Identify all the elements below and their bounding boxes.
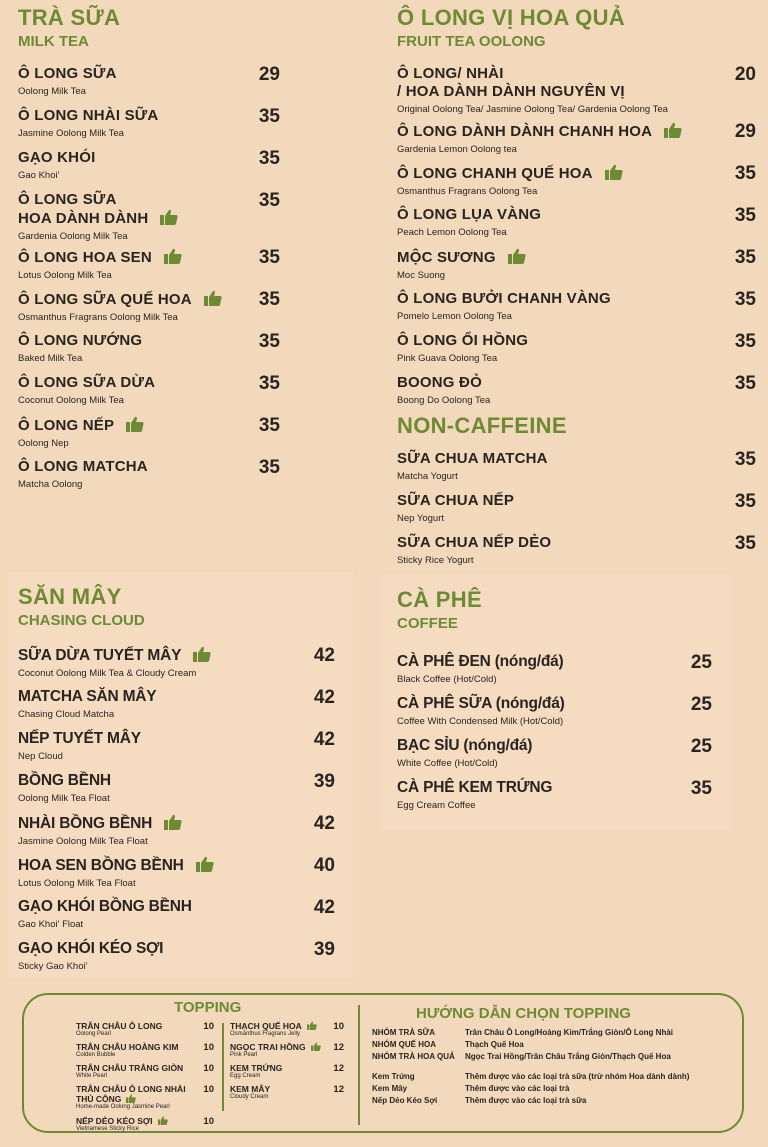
topping-name-text: NẾP DẺO KÉO SỢI [76,1116,153,1126]
item-price: 35 [258,415,280,436]
item-description: Matcha Yogurt [397,471,458,482]
topping-name [76,1021,214,1031]
item-name-text: SỮA CHUA NẾP DẺO [397,534,552,551]
divider [222,1023,224,1111]
thumbs-up-icon [126,416,144,432]
topping-price: 10 [203,1116,214,1127]
menu-item[interactable] [18,730,335,772]
item-price: 39 [313,939,335,960]
menu-item[interactable] [18,107,280,149]
item-description: Baked Milk Tea [18,353,83,364]
menu-item[interactable] [18,856,335,898]
guide-key: NHÓM TRÀ SỮA [372,1028,436,1037]
item-name [18,814,335,833]
item-description: Oolong Milk Tea Float [18,793,110,804]
topping-box [22,993,744,1133]
guide-row [372,1027,673,1039]
item-name-text: CÀ PHÊ ĐEN (nóng/đá) [397,653,564,670]
menu-list [18,65,280,500]
topping-name [230,1021,344,1031]
menu-item[interactable] [18,416,280,458]
guide-value: Thêm được vào các loại trà sữa [465,1096,587,1105]
topping-item[interactable] [76,1063,214,1084]
item-name-text: GẠO KHÓI KÉO SỢI [18,940,164,957]
section-title: CÀ PHÊ [397,587,482,612]
topping-name [76,1042,214,1052]
item-name-text: Ô LONG SỮA DỪA [18,374,156,391]
guide-row [372,1071,689,1083]
item-name [397,779,712,797]
menu-item[interactable] [18,772,335,814]
menu-item[interactable] [397,122,756,164]
menu-item[interactable] [18,248,280,290]
item-name [18,191,280,228]
menu-item[interactable] [18,814,335,856]
item-description: White Coffee (Hot/Cold) [397,758,498,769]
item-price: 35 [258,373,280,394]
item-name-text: Ô LONG LỤA VÀNG [397,206,542,223]
item-price: 39 [313,771,335,792]
topping-name [76,1116,214,1126]
item-description: Egg Cream Coffee [397,800,476,811]
thumbs-up-icon [164,248,182,264]
topping-item[interactable] [230,1042,344,1063]
guide-key: NHÓM QUẾ HOA [372,1040,436,1049]
item-description: Original Oolong Tea/ Jasmine Oolong Tea/ Gardenia Oolong Tea [397,104,668,115]
item-name [397,65,756,101]
menu-item[interactable] [397,248,756,290]
menu-item[interactable] [18,65,280,107]
item-name [18,416,280,435]
thumbs-up-icon [307,1021,317,1030]
item-price: 40 [313,855,335,876]
item-description: Oolong Nep [18,438,69,449]
topping-name-text: NGỌC TRAI HỒNG [230,1042,306,1052]
topping-description: Pink Pearl [230,1052,258,1058]
item-name [397,695,712,713]
item-price: 42 [313,729,335,750]
guide-key: Nếp Dẻo Kéo Sợi [372,1096,438,1105]
topping-price: 12 [333,1042,344,1053]
topping-name-text: TRÂN CHÂU Ô LONG NHÀI THỦ CÔNG [76,1084,186,1104]
topping-right-column [230,1021,344,1105]
topping-name [230,1063,344,1073]
topping-name-text: KEM TRỨNG [230,1063,283,1073]
topping-description: Home-made Oolong Jasmine Pearl [76,1104,170,1110]
item-description: Lotus Oolong Milk Tea Float [18,878,136,889]
topping-name-text: KEM MÂY [230,1084,271,1094]
item-name-text: Ô LONG BƯỞI CHANH VÀNG [397,290,611,307]
item-name-text: NẾP TUYẾT MÂY [18,730,141,747]
item-name [397,248,756,267]
guide-key: Kem Mây [372,1084,408,1093]
item-name [18,332,280,350]
item-name [397,737,712,755]
item-description: Sticky Rice Yogurt [397,555,474,566]
topping-description: Osmanthus Fragrans Jelly [230,1031,301,1037]
topping-item[interactable] [76,1021,214,1042]
item-name [397,534,756,552]
item-name-text: HOA SEN BỒNG BỀNH [18,857,184,874]
menu-item[interactable] [397,779,712,821]
item-price: 35 [690,778,712,799]
guide-value: Ngọc Trai Hồng/Trân Châu Trắng Giòn/Thạch Quế Hoa [465,1052,671,1061]
item-description: Gardenia Lemon Oolong tea [397,144,517,155]
item-name-text: SỮA CHUA NẾP [397,492,515,509]
item-price: 42 [313,687,335,708]
item-name-text: MỘC SƯƠNG [397,249,496,266]
item-name-text: Ô LONG SỮA [18,65,117,82]
item-name-text: BOONG ĐỎ [397,374,482,391]
item-name [18,248,280,267]
topping-left-column [76,1021,214,1137]
topping-description: Oolong Pearl [76,1031,112,1037]
item-name [18,898,335,916]
item-name-text: Ô LONG NƯỚNG [18,332,143,349]
menu-item[interactable] [397,492,756,534]
item-name [18,688,335,706]
item-name [397,492,756,510]
thumbs-up-icon [126,1094,136,1103]
topping-name-text: TRÂN CHÂU HOÀNG KIM [76,1042,179,1052]
menu-list [18,646,335,982]
thumbs-up-icon [196,856,214,872]
item-price: 25 [690,694,712,715]
item-name [18,458,280,476]
item-description: Coconut Oolong Milk Tea [18,395,124,406]
item-price: 35 [258,457,280,478]
item-description: Coconut Oolong Milk Tea & Cloudy Cream [18,668,197,679]
menu-item[interactable] [397,653,712,695]
menu-item[interactable] [18,898,335,940]
topping-description: Vietnamese Sticky Rice [76,1126,139,1132]
item-price: 35 [734,163,756,184]
item-name [18,646,335,665]
item-price: 35 [734,205,756,226]
section-subtitle: MILK TEA [18,33,89,50]
item-name [397,450,756,468]
item-name-text: BẠC SỈU (nóng/đá) [397,737,533,754]
item-description: Nep Cloud [18,751,63,762]
section-subtitle: CHASING CLOUD [18,612,145,629]
topping-item[interactable] [230,1084,344,1105]
topping-name [76,1063,214,1073]
topping-price: 10 [203,1063,214,1074]
item-price: 35 [258,247,280,268]
item-description: Matcha Oolong [18,479,83,490]
item-name [18,290,280,309]
topping-title: TOPPING [174,999,242,1016]
item-name-text: NHÀI BỒNG BỀNH [18,815,153,832]
item-price: 35 [734,491,756,512]
menu-item[interactable] [18,646,335,688]
item-description: Coffee With Condensed Milk (Hot/Cold) [397,716,564,727]
item-name [18,65,280,83]
item-name [18,730,335,748]
menu-item[interactable] [18,332,280,374]
section-title: Ô LONG VỊ HOA QUẢ [397,5,625,30]
coffee-section [397,588,712,821]
non-caffeine-title: NON-CAFFEINE [397,413,567,438]
item-name [18,374,280,392]
topping-name-text: TRÂN CHÂU TRẮNG GIÒN [76,1063,184,1073]
topping-description: Egg Cream [230,1073,261,1079]
thumbs-up-icon [193,646,211,662]
item-price: 42 [313,645,335,666]
guide-value: Trân Châu Ô Long/Hoàng Kim/Trắng Giòn/Ô Long Nhài [465,1028,673,1037]
item-name-text: GẠO KHÓI [18,149,96,166]
item-name [397,332,756,350]
topping-price: 10 [203,1021,214,1032]
item-description: Boong Do Oolong Tea [397,395,491,406]
item-description: Black Coffee (Hot/Cold) [397,674,497,685]
menu-item[interactable] [18,290,280,332]
item-description: Osmanthus Fragrans Oolong Tea [397,186,538,197]
item-name-text: Ô LONG ỔI HỒNG [397,332,529,349]
menu-list [397,65,756,416]
item-description: Osmanthus Fragrans Oolong Milk Tea [18,312,178,323]
guide-value: Thêm được vào các loại trà sữa (trừ nhóm Hoa dành dành) [465,1072,690,1081]
topping-name [230,1042,344,1052]
item-description: Jasmine Oolong Milk Tea [18,128,124,139]
item-price: 20 [734,64,756,85]
item-name-text: GẠO KHÓI BỒNG BỀNH [18,898,192,915]
item-price: 35 [734,247,756,268]
item-name [18,107,280,125]
item-description: Pink Guava Oolong Tea [397,353,498,364]
item-description: Lotus Oolong Milk Tea [18,270,112,281]
section-subtitle: FRUIT TEA OOLONG [397,33,546,50]
item-name [18,149,280,167]
menu-item[interactable] [397,65,756,122]
item-name-text: SỮA DỪA TUYẾT MÂY [18,647,182,664]
item-price: 42 [313,813,335,834]
topping-item[interactable] [230,1021,344,1042]
item-name [397,653,712,671]
item-price: 35 [734,449,756,470]
menu-item[interactable] [397,534,756,576]
menu-item[interactable] [18,688,335,730]
menu-item[interactable] [18,940,335,982]
guide-value: Thạch Quế Hoa [465,1040,524,1049]
guide-title: HƯỚNG DẪN CHỌN TOPPING [416,1005,631,1022]
divider [358,1005,360,1125]
item-price: 35 [258,289,280,310]
item-price: 25 [690,652,712,673]
item-price: 42 [313,897,335,918]
menu-list [397,450,756,576]
menu-item[interactable] [18,458,280,500]
item-name-text: Ô LONG MATCHA [18,458,148,475]
topping-description: White Pearl [76,1073,108,1079]
guide-row [372,1039,673,1051]
menu-item[interactable] [397,206,756,248]
item-name-text: BỒNG BỀNH [18,772,111,789]
menu-item[interactable] [397,164,756,206]
item-name [397,122,756,141]
guide-key: Kem Trứng [372,1072,415,1081]
thumbs-up-icon [508,248,526,264]
chasing-cloud-section [18,585,335,982]
item-name [18,772,335,790]
thumbs-up-icon [160,209,178,225]
section-title: TRÀ SỮA [18,5,121,30]
menu-item[interactable] [18,191,280,248]
item-description: Pomelo Lemon Oolong Tea [397,311,512,322]
thumbs-up-icon [664,122,682,138]
item-description: Gardenia Oolong Milk Tea [18,231,128,242]
item-name-text: CÀ PHÊ KEM TRỨNG [397,779,553,796]
item-price: 35 [258,148,280,169]
item-description: Jasmine Oolong Milk Tea Float [18,836,148,847]
item-name-text: Ô LONG DÀNH DÀNH CHANH HOA [397,123,653,140]
topping-price: 12 [333,1063,344,1074]
item-description: Moc Suong [397,270,446,281]
topping-item[interactable] [230,1063,344,1084]
topping-description: Colden Bubble [76,1052,116,1058]
milk-tea-section [18,6,280,500]
menu-item[interactable] [18,149,280,191]
item-name-text: Ô LONG SỮA QUẾ HOA [18,291,192,308]
item-name-text: Ô LONG HOA SEN [18,249,152,266]
menu-item[interactable] [397,737,712,779]
topping-item[interactable] [76,1116,214,1137]
thumbs-up-icon [311,1042,321,1051]
topping-name-text: TRÂN CHÂU Ô LONG [76,1021,163,1031]
item-name-text: Ô LONG NẾP [18,417,115,434]
thumbs-up-icon [164,814,182,830]
item-description: Gao Khoi' Float [18,919,84,930]
menu-item[interactable] [397,450,756,492]
topping-price: 10 [333,1021,344,1032]
item-name-text: SỮA CHUA MATCHA [397,450,548,467]
item-price: 35 [258,331,280,352]
menu-item[interactable] [18,374,280,416]
item-price: 35 [258,106,280,127]
item-price: 35 [734,331,756,352]
thumbs-up-icon [158,1116,168,1125]
fruit-tea-section [397,6,756,576]
guide-row [372,1051,673,1063]
menu-item[interactable] [397,290,756,332]
item-name-text: Ô LONG CHANH QUẾ HOA [397,165,593,182]
item-name-text: Ô LONG SỮA HOA DÀNH DÀNH [18,191,149,227]
thumbs-up-icon [204,290,222,306]
item-description: Peach Lemon Oolong Tea [397,227,507,238]
item-name [18,856,335,875]
item-price: 25 [690,736,712,757]
section-title: SĂN MÂY [18,584,122,609]
guide-key: NHÓM TRÀ HOA QUẢ [372,1052,455,1061]
item-description: Sticky Gao Khoi' [18,961,88,972]
topping-name [230,1084,344,1094]
item-name-text: Ô LONG NHÀI SỮA [18,107,159,124]
guide-row [372,1083,689,1095]
item-price: 29 [734,121,756,142]
topping-name [76,1084,214,1104]
topping-item[interactable] [76,1084,214,1116]
item-name-text: MATCHA SĂN MÂY [18,688,157,705]
topping-item[interactable] [76,1042,214,1063]
item-name [18,940,335,958]
topping-price: 10 [203,1042,214,1053]
item-name [397,374,756,392]
menu-item[interactable] [397,695,712,737]
thumbs-up-icon [605,164,623,180]
item-price: 35 [258,190,280,211]
item-price: 35 [734,289,756,310]
item-description: Gao Khoi' [18,170,60,181]
item-name [397,290,756,308]
item-name [397,206,756,224]
guide-value: Thêm được vào các loại trà [465,1084,570,1093]
topping-name-text: THẠCH QUẾ HOA [230,1021,302,1031]
item-price: 29 [258,64,280,85]
item-description: Nep Yogurt [397,513,445,524]
menu-item[interactable] [397,374,756,416]
item-name [397,164,756,183]
menu-item[interactable] [397,332,756,374]
guide-extras [372,1071,689,1107]
topping-price: 12 [333,1084,344,1095]
guide-row [372,1095,689,1107]
item-description: Oolong Milk Tea [18,86,86,97]
item-price: 35 [734,373,756,394]
section-subtitle: COFFEE [397,615,458,632]
topping-price: 10 [203,1084,214,1095]
item-name-text: CÀ PHÊ SỮA (nóng/đá) [397,695,565,712]
topping-description: Cloudy Cream [230,1094,269,1100]
guide-groups [372,1027,673,1063]
item-description: Chasing Cloud Matcha [18,709,115,720]
menu-list [397,653,712,821]
item-name-text: Ô LONG/ NHÀI / HOA DÀNH DÀNH NGUYÊN VỊ [397,65,625,100]
item-price: 35 [734,533,756,554]
